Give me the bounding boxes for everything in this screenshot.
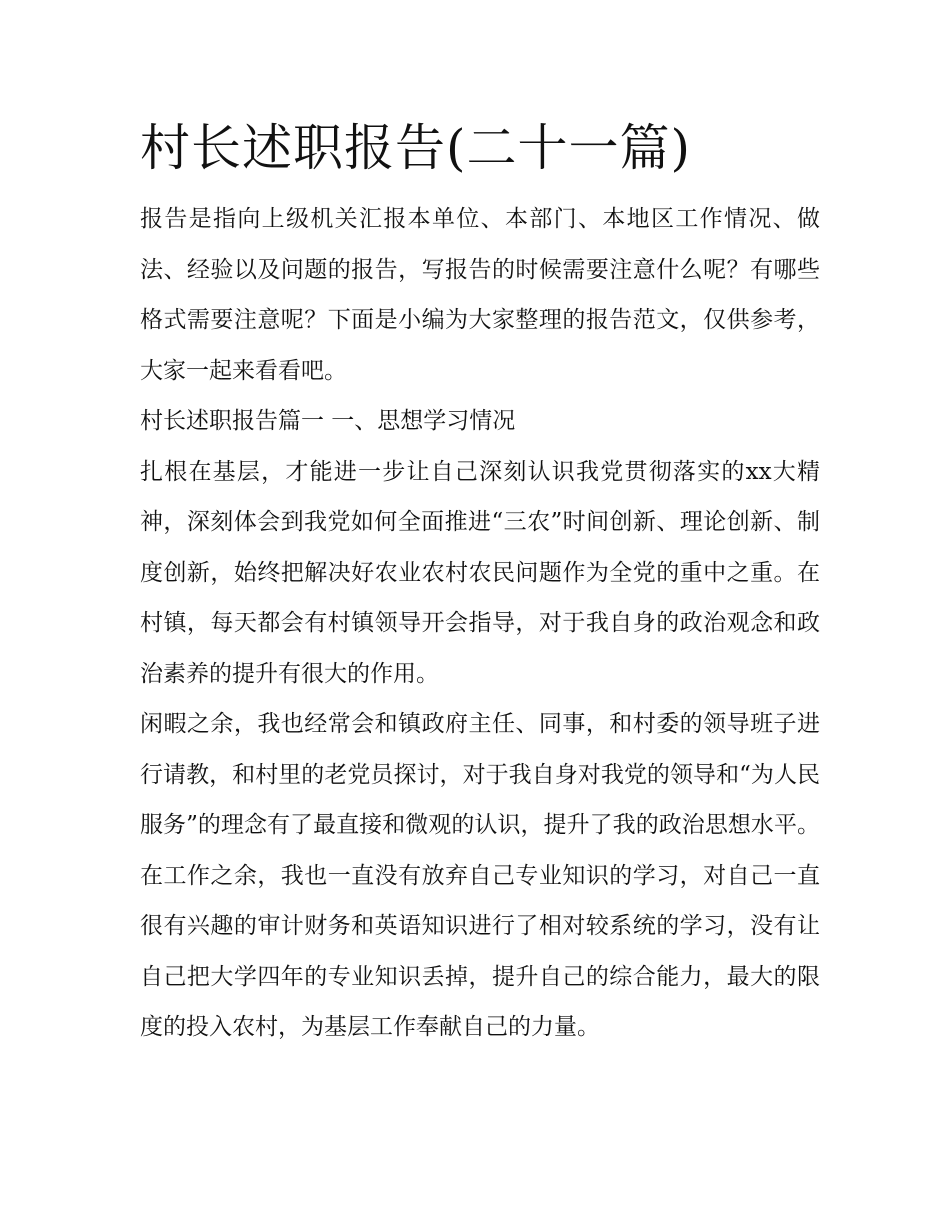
body-paragraph-2: 闲暇之余，我也经常会和镇政府主任、同事，和村委的领导班子进行请教，和村里的老党员探讨，对于我自身对我党的领导和“为人民服务”的理念有了最直接和微观的认识，提升了我的政治思想水平。在工作之余，我也一直没有放弃自己专业知识的学习，对自己一直很有兴趣的审计财务和英语知识进行了相对较系统的学习，没有让自己把大学四年的专业知识丢掉，提升自己的综合能力，最大的限度的投入农村，为基层工作奉献自己的力量。	[140, 711, 820, 1040]
document-page	[140, 112, 820, 1053]
body-paragraph-1: 扎根在基层，才能进一步让自己深刻认识我党贯彻落实的xx大精神，深刻体会到我党如何全面推进“三农”时间创新、理论创新、制度创新，始终把解决好农业农村农民问题作为全党的重中之重。在村镇，每天都会有村镇领导开会指导，对于我自身的政治观念和政治素养的提升有很大的作用。	[140, 458, 820, 687]
section-heading: 村长述职报告篇一 一、思想学习情况	[140, 408, 516, 434]
document-title: 村长述职报告(二十一篇)	[140, 119, 692, 177]
intro-paragraph: 报告是指向上级机关汇报本单位、本部门、本地区工作情况、做法、经验以及问题的报告，写报告的时候需要注意什么呢？有哪些格式需要注意呢？下面是小编为大家整理的报告范文，仅供参考，大家一起来看看吧。	[140, 206, 820, 384]
